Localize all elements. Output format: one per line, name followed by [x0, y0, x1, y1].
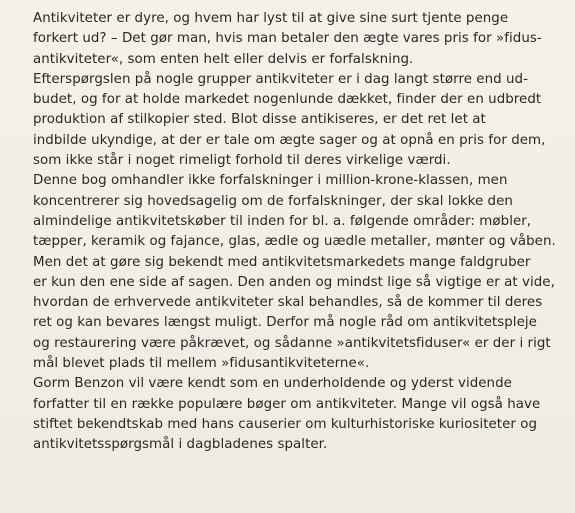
text-line: antikviteter«, som enten helt eller delvis er forfalskning.	[33, 51, 414, 67]
text-line: Denne bog omhandler ikke forfalskninger i million-krone-klassen, men	[33, 173, 508, 189]
text-line: stiftet bekendtskab med hans causerier om kulturhistoriske kuriositeter og	[33, 416, 538, 432]
text-line: ret og kan bevares længst muligt. Derfor må nogle råd om antikvitetspleje	[33, 315, 537, 331]
text-line: tæpper, keramik og fajance, glas, ædle og uædle metaller, mønter og våben.	[33, 234, 556, 250]
text-line: mål blevet plads til mellem »fidusantikviteterne«.	[33, 356, 370, 372]
text-line: som ikke står i noget rimeligt forhold til deres virkelige værdi.	[33, 153, 451, 169]
blurb-text	[33, 9, 573, 456]
text-line: Efterspørgslen på nogle grupper antikviteter er i dag langt større end ud-	[33, 71, 528, 87]
text-line: budet, og for at holde markedet nogenlunde dækket, finder der en udbredt	[33, 92, 542, 108]
text-line: forkert ud? – Det gør man, hvis man betaler den ægte vares pris for »fidus-	[33, 31, 542, 47]
text-line: produktion af stilkopier sted. Blot disse antikiseres, er det ret let at	[33, 112, 486, 128]
text-line: Men det at gøre sig bekendt med antikvitetsmarkedets mange faldgruber	[33, 254, 531, 270]
text-line: Gorm Benzon vil være kendt som en underholdende og yderst vidende	[33, 376, 512, 392]
text-line: forfatter til en række populære bøger om antikviteter. Mange vil også have	[33, 396, 541, 412]
text-line: Antikviteter er dyre, og hvem har lyst til at give sine surt tjente penge	[33, 11, 509, 26]
text-line: antikvitetsspørgsmål i dagbladenes spalter.	[33, 437, 328, 453]
text-line: og restaurering være påkrævet, og sådanne »antikvitetsfiduser« er der i rigt	[33, 335, 551, 351]
text-line: indbilde ukyndige, at der er tale om ægte sager og at opnå en pris for dem,	[33, 132, 546, 148]
text-line: almindelige antikvitetskøber til inden for bl. a. følgende områder: møbler,	[33, 213, 532, 229]
text-line: koncentrerer sig hovedsagelig om de forfalskninger, der skal lokke den	[33, 193, 513, 209]
text-line: er kun den ene side af sagen. Den anden og mindst lige så vigtige er at vide,	[33, 274, 555, 290]
text-line: hvordan de erhvervede antikviteter skal behandles, så de kommer til deres	[33, 295, 543, 311]
